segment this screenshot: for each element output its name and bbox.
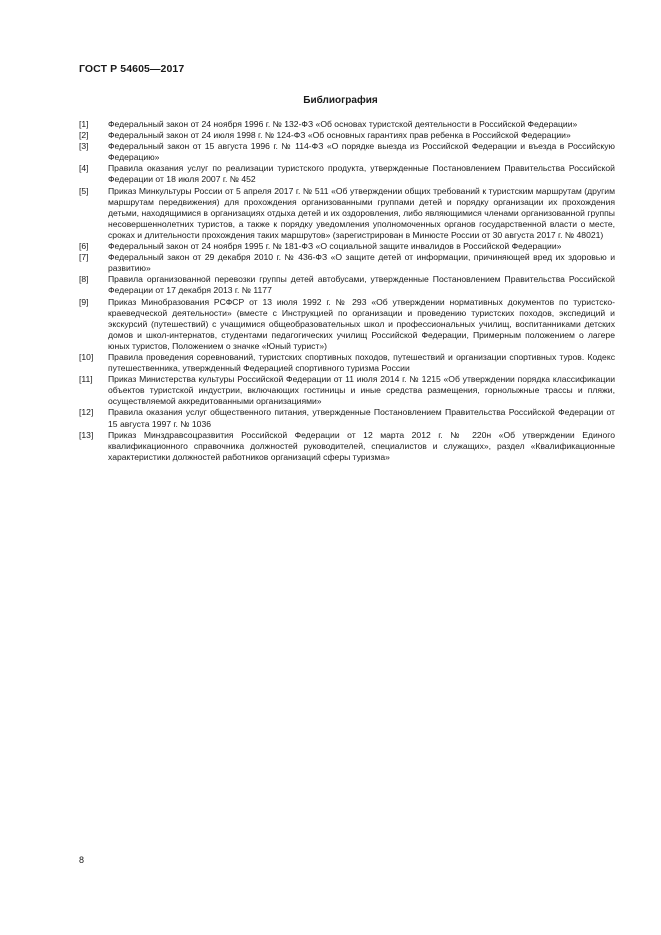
bibliography-entry-4 xyxy=(79,163,615,185)
entry-number: [8] xyxy=(79,274,89,285)
bibliography-entry-10 xyxy=(79,352,615,374)
entry-number: [5] xyxy=(79,185,89,196)
bibliography-entry-2 xyxy=(79,130,615,141)
bibliography-entry-7 xyxy=(79,252,615,274)
bibliography-entry-12 xyxy=(79,407,615,429)
entry-text: Правила организованной перевозки группы детей автобусами, утвержденные Постановлением Правительства Российской Федерации от 17 декабря 2013 г. № 1177 xyxy=(108,274,615,296)
entry-text: Федеральный закон от 15 августа 1996 г. № 114-ФЗ «О порядке выезда из Российской Федерации и въезда в Российскую Федерацию» xyxy=(108,141,615,163)
entry-number: [9] xyxy=(79,296,89,307)
entry-number: [7] xyxy=(79,252,89,263)
entry-number: [1] xyxy=(79,119,89,129)
document-header-standard-id: ГОСТ Р 54605—2017 xyxy=(79,63,185,75)
entry-text: Правила оказания услуг по реализации туристского продукта, утвержденные Постановлением Правительства Российской Федерации от 18 июля 2007 г. № 452 xyxy=(108,163,615,185)
entry-text: Правила оказания услуг общественного питания, утвержденные Постановлением Правительства Российской Федерации от 15 августа 1997 г. № 1036 xyxy=(108,407,615,429)
entry-number: [4] xyxy=(79,163,89,174)
bibliography-entry-13 xyxy=(79,430,615,463)
bibliography-entry-6 xyxy=(79,241,615,252)
entry-text: Федеральный закон от 24 июля 1998 г. № 124-ФЗ «Об основных гарантиях прав ребенка в Российской Федерации» xyxy=(108,130,571,141)
entry-text: Федеральный закон от 24 ноября 1996 г. № 132-ФЗ «Об основах туристской деятельности в Российской Федерации» xyxy=(108,119,578,129)
entry-number: [6] xyxy=(79,241,89,252)
entry-number: [12] xyxy=(79,407,94,418)
entry-text: Приказ Министерства культуры Российской Федерации от 11 июля 2014 г. № 1215 «Об утверждении порядка классификации объектов туристской индустрии, включающих гостиницы и иные средства размещения, горнолыжные трассы и пляжи, осуществляемой аккредитованными организациями» xyxy=(108,374,615,407)
bibliography-entry-8 xyxy=(79,274,615,296)
entry-text: Федеральный закон от 29 декабря 2010 г. № 436-ФЗ «О защите детей от информации, причиняющей вред их здоровью и развитию» xyxy=(108,252,615,274)
entry-number: [13] xyxy=(79,429,94,440)
entry-number: [11] xyxy=(79,374,93,385)
page-number: 8 xyxy=(79,855,85,865)
entry-text: Федеральный закон от 24 ноября 1995 г. № 181-ФЗ «О социальной защите инвалидов в Российской Федерации» xyxy=(108,241,562,252)
bibliography-entry-11 xyxy=(79,374,615,407)
entry-number: [3] xyxy=(79,141,89,152)
bibliography-entry-9 xyxy=(79,297,615,352)
bibliography-entry-1 xyxy=(79,119,615,130)
entry-text: Приказ Минздравсоцразвития Российской Федерации от 12 марта 2012 г. № 220н «Об утверждении Единого квалификационного справочника должностей руководителей, специалистов и служащих», раздел «Квалификационные характеристики должностей работников организаций сферы туризма» xyxy=(108,429,615,462)
entry-number: [10] xyxy=(79,351,94,362)
entry-text: Приказ Минобразования РСФСР от 13 июля 1992 г. № 293 «Об утверждении нормативных документов по туристско-краеведческой деятельности» (вместе с Инструкцией по организации и проведению туристских походов, экспедиций и экскурсий (путешествий) с учащимися общеобразовательных школ и профессиональных училищ, воспитанниками детских домов и школ-интернатов, студентами педагогических училищ Российской Федерации, Примерным положением о лагере юных туристов, Положением о значке «Юный турист») xyxy=(108,296,615,351)
bibliography-entry-3 xyxy=(79,141,615,163)
entry-text: Правила проведения соревнований, туристских спортивных походов, путешествий и организации спортивных туров. Кодекс путешественника, утвержденный Федерацией спортивного туризма России xyxy=(108,351,615,374)
bibliography-title: Библиография xyxy=(303,95,378,106)
entry-text: Приказ Минкультуры России от 5 апреля 2017 г. № 511 «Об утверждении общих требований к туристским маршрутам (другим маршрутам передвижения) для прохождения организованными группами детей и порядку организации их прохождения детьми, находящимися в организациях отдыха детей и их оздоровления, либо являющимися членами организованной группы несовершеннолетних туристов, а также к порядку уведомления уполномоченных органов государственной власти о месте, сроках и длительности прохождения таких маршрутов» (зарегистрирован в Минюсте России от 30 августа 2017 г. № 48021) xyxy=(108,185,615,240)
bibliography-entry-5 xyxy=(79,186,615,241)
entry-number: [2] xyxy=(79,130,89,141)
bibliography-list xyxy=(79,119,615,463)
